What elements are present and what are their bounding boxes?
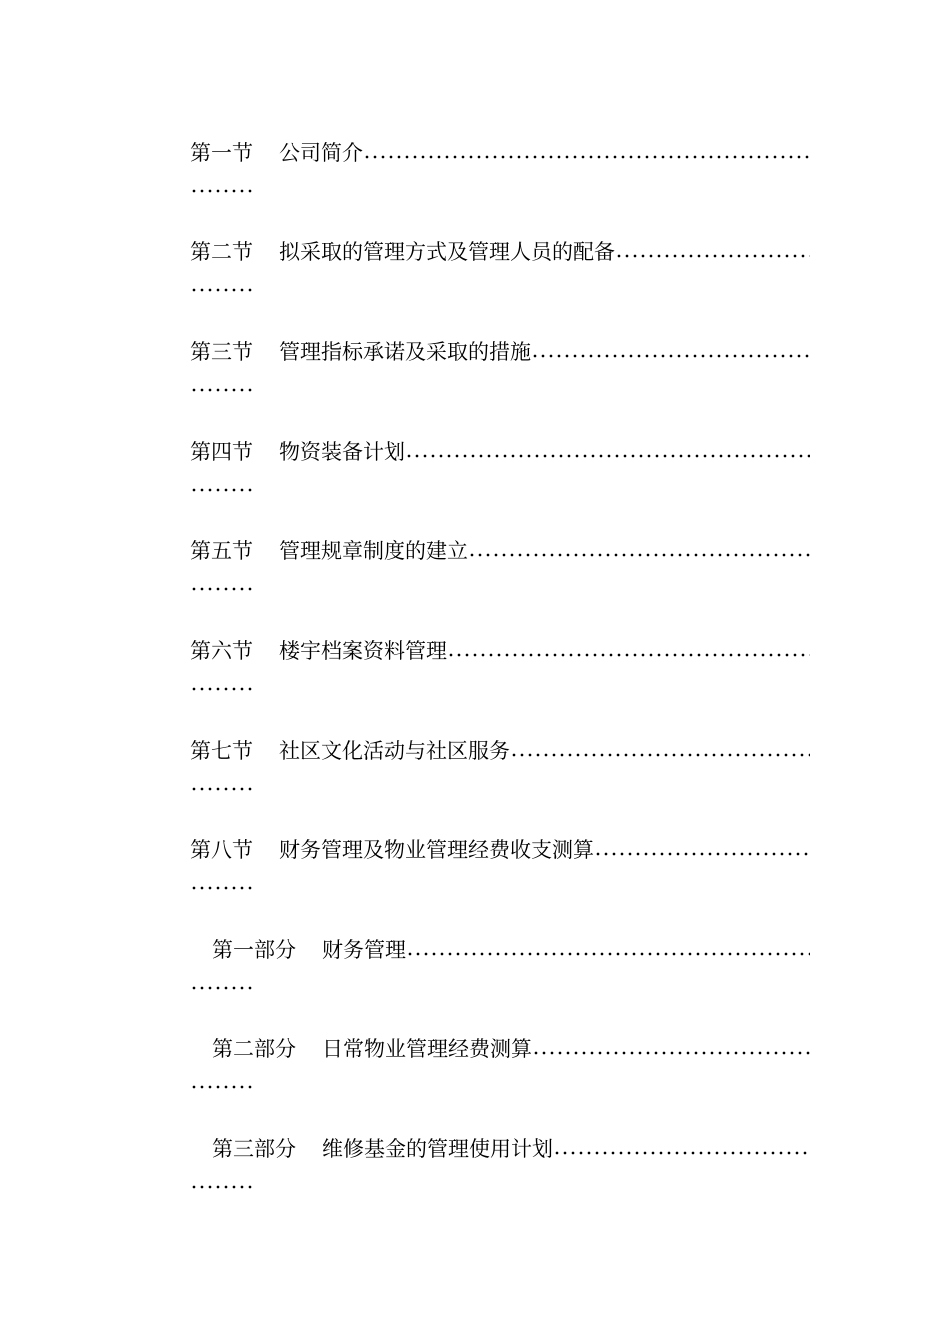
toc-entry-line [190,236,810,266]
dot-leader-continuation [190,978,256,992]
dot-leader-continuation [190,679,256,693]
toc-entry-label: 第七节 [190,739,253,763]
toc-entry [190,934,810,1024]
toc-entry [190,635,810,725]
toc-entry [190,735,810,825]
dot-leader [531,336,810,366]
dot-leader [532,1033,810,1063]
toc-entry-label: 第三部分 [212,1137,296,1161]
dot-leader-continuation [190,779,256,793]
toc-entry-label: 第六节 [190,639,253,663]
toc-entry-label: 第四节 [190,440,253,464]
dot-leader-continuation [190,380,256,394]
dot-leader-continuation [190,579,256,593]
toc-entry-title: 拟采取的管理方式及管理人员的配备 [279,240,615,264]
dot-leader-continuation [190,1077,256,1091]
dot-leader [447,635,810,665]
toc-entry-title: 管理规章制度的建立 [279,539,468,563]
toc-entry-title: 财务管理 [322,938,406,962]
toc-entry-label: 第一部分 [212,938,296,962]
toc-entry-line [190,336,810,366]
dot-leader [615,236,810,266]
toc-entry [190,834,810,924]
toc-entry-title: 管理指标承诺及采取的措施 [279,340,531,364]
dot-leader [405,436,810,466]
dot-leader-continuation [190,878,256,892]
toc-entry-line [190,735,810,765]
toc-entry-label: 第八节 [190,838,253,862]
toc-entry-line [190,635,810,665]
toc-entry-line [190,934,810,964]
toc-entry [190,137,810,227]
dot-leader [406,934,810,964]
toc-entry-title: 物资装备计划 [279,440,405,464]
toc-entry-title: 维修基金的管理使用计划 [322,1137,553,1161]
toc-entry-title: 财务管理及物业管理经费收支测算 [279,838,594,862]
dot-leader [468,535,810,565]
toc-entry-line [190,1133,810,1163]
dot-leader [363,137,810,167]
toc-entry-label: 第五节 [190,539,253,563]
toc-entry-title: 楼宇档案资料管理 [279,639,447,663]
toc-entry-title: 社区文化活动与社区服务 [279,739,510,763]
toc-entry [190,436,810,526]
toc-entry-title: 日常物业管理经费测算 [322,1037,532,1061]
toc-entry-line [190,834,810,864]
dot-leader-continuation [190,1177,256,1191]
dot-leader [594,834,810,864]
dot-leader [510,735,810,765]
toc-entry [190,1033,810,1123]
toc-entry-label: 第三节 [190,340,253,364]
toc-entry [190,236,810,326]
toc-entry [190,336,810,426]
toc-entry-line [190,436,810,466]
dot-leader-continuation [190,181,256,195]
toc-entry-line [190,535,810,565]
toc-entry-label: 第二节 [190,240,253,264]
dot-leader-continuation [190,480,256,494]
toc-entry [190,1133,810,1223]
toc-entry-label: 第二部分 [212,1037,296,1061]
toc-entry-label: 第一节 [190,141,253,165]
toc-entry [190,535,810,625]
toc-entry-line [190,1033,810,1063]
toc-entry-line [190,137,810,167]
dot-leader-continuation [190,280,256,294]
toc-entry-title: 公司简介 [279,141,363,165]
dot-leader [553,1133,810,1163]
